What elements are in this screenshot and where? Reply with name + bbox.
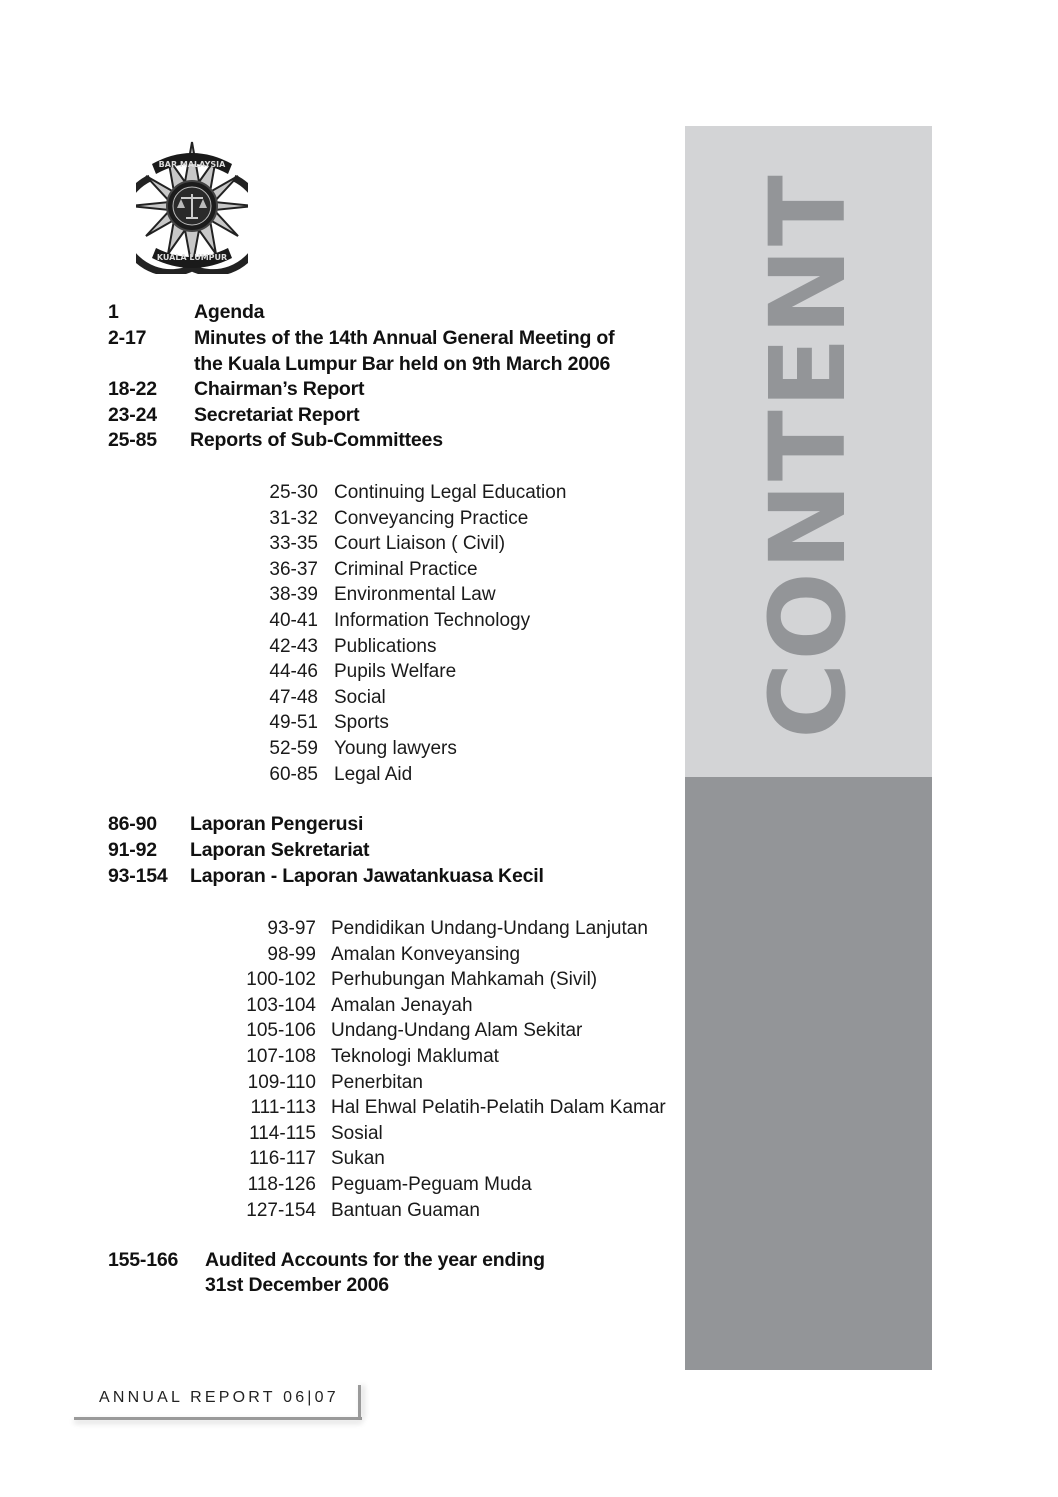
toc-page-range: 86-90 [108, 813, 157, 835]
toc-subentry-pages: 31-32 [269, 507, 318, 529]
toc-subentry-pages: 25-30 [269, 482, 318, 503]
toc-subentry-pages: 107-108 [246, 1046, 316, 1067]
toc-title-line2: the Kuala Lumpur Bar held on 9th March 2006 [194, 353, 611, 375]
toc-title: Laporan Sekretariat [190, 839, 370, 861]
toc-subentry-title: Conveyancing Practice [334, 507, 529, 529]
toc-subentry-title: Continuing Legal Education [334, 482, 567, 503]
toc-subentry-pages: 127-154 [246, 1199, 316, 1221]
toc-subentry-title: Sports [334, 712, 389, 734]
toc-subentry-pages: 60-85 [269, 763, 318, 785]
toc-title: Minutes of the 14th Annual General Meeting of [194, 327, 615, 349]
toc-page-range: 91-92 [108, 839, 157, 861]
section-panel [685, 126, 932, 1370]
toc-subentry-pages: 93-97 [267, 918, 316, 939]
panel-dark-block [685, 777, 932, 1370]
toc-subentry-title: Penerbitan [331, 1071, 423, 1093]
toc-title: Laporan - Laporan Jawatankuasa Kecil [190, 865, 544, 887]
toc-subentry-title: Peguam-Peguam Muda [331, 1174, 532, 1195]
toc-subentry-pages: 100-102 [246, 969, 316, 991]
toc-subentry-title: Sukan [331, 1148, 385, 1170]
toc-title: Audited Accounts for the year ending [205, 1249, 545, 1271]
footer-report-label [74, 1385, 366, 1423]
toc-subentry-title: Hal Ehwal Pelatih-Pelatih Dalam Kamar [331, 1097, 666, 1119]
toc-subentry-title: Pupils Welfare [334, 661, 457, 683]
toc-entry[interactable] [108, 838, 370, 864]
toc-title: Reports of Sub-Committees [190, 429, 443, 451]
toc-subentry-title: Bantuan Guaman [331, 1199, 480, 1221]
toc-subentry-pages: 52-59 [269, 738, 318, 759]
toc-subentry-title: Undang-Undang Alam Sekitar [331, 1020, 583, 1042]
toc-subentry-title: Young lawyers [334, 738, 457, 759]
toc-entry[interactable] [108, 300, 265, 326]
toc-page-range: 155-166 [108, 1249, 179, 1271]
toc-subentry-title: Publications [334, 635, 437, 657]
toc-subentry-title: Pendidikan Undang-Undang Lanjutan [331, 918, 648, 939]
toc-subentry-title: Social [334, 686, 386, 708]
toc-subentry-pages: 114-115 [249, 1122, 316, 1144]
toc-subentry-pages: 116-117 [249, 1148, 316, 1170]
footer-bracket [358, 1385, 361, 1419]
footer-text: ANNUAL REPORT 06|07 [99, 1389, 339, 1406]
toc-entry[interactable] [108, 864, 544, 890]
toc-subentry-title: Information Technology [334, 610, 531, 631]
toc-subentry-title: Amalan Konveyansing [331, 943, 521, 965]
toc-subentry-pages: 38-39 [269, 584, 318, 606]
toc-subentry-title: Legal Aid [334, 763, 413, 785]
toc-page-range: 25-85 [108, 429, 157, 451]
toc-subentry-pages: 33-35 [269, 533, 318, 555]
toc-subentry-title: Teknologi Maklumat [331, 1046, 499, 1067]
toc-entry[interactable] [108, 428, 443, 454]
toc-page-range: 23-24 [108, 404, 157, 426]
toc-title: Laporan Pengerusi [190, 813, 364, 835]
toc-entry[interactable] [108, 1248, 545, 1274]
toc-subentry-title: Environmental Law [334, 584, 496, 606]
toc-subentry-pages: 118-126 [247, 1174, 316, 1195]
toc-subentry-pages: 98-99 [267, 943, 316, 965]
toc-page-range: 18-22 [108, 378, 157, 400]
toc-subentry-pages: 103-104 [246, 994, 316, 1016]
toc-title: Agenda [194, 301, 265, 323]
toc-title-line2: 31st December 2006 [205, 1274, 389, 1296]
toc-subentry-pages: 40-41 [269, 610, 318, 631]
footer-underline [74, 1417, 362, 1420]
logo-bottom-text: KUALA LUMPUR [156, 253, 228, 262]
toc-entry[interactable] [108, 812, 364, 838]
toc-page-range: 1 [108, 301, 119, 323]
toc-page-range: 2-17 [108, 327, 147, 349]
toc-subentry-pages: 105-106 [246, 1020, 316, 1042]
toc-entry[interactable] [108, 377, 365, 403]
section-title: CONTENT [747, 173, 869, 739]
logo-top-text: BAR MALAYSIA [158, 160, 226, 169]
toc-subentry-title: Amalan Jenayah [331, 994, 473, 1016]
toc-subentry-pages: 44-46 [269, 661, 318, 683]
toc-subentry-title: Perhubungan Mahkamah (Sivil) [331, 969, 598, 991]
toc-subentry-title: Court Liaison ( Civil) [334, 533, 506, 555]
toc-entry[interactable] [108, 326, 615, 352]
toc-subentry-pages: 111-113 [250, 1097, 316, 1119]
toc-subentry-pages: 49-51 [269, 712, 318, 734]
toc-entry[interactable] [108, 403, 360, 429]
toc-subentry-pages: 36-37 [269, 558, 318, 580]
toc-page-range: 93-154 [108, 865, 168, 887]
toc-title: Secretariat Report [194, 404, 360, 426]
toc-title: Chairman’s Report [194, 378, 365, 400]
toc-subentry-title: Criminal Practice [334, 558, 478, 580]
toc-subentry-pages: 109-110 [247, 1071, 316, 1093]
toc-subentry-title: Sosial [331, 1122, 383, 1144]
toc-subentry-pages: 47-48 [269, 686, 318, 708]
toc-subentry-pages: 42-43 [269, 635, 318, 657]
